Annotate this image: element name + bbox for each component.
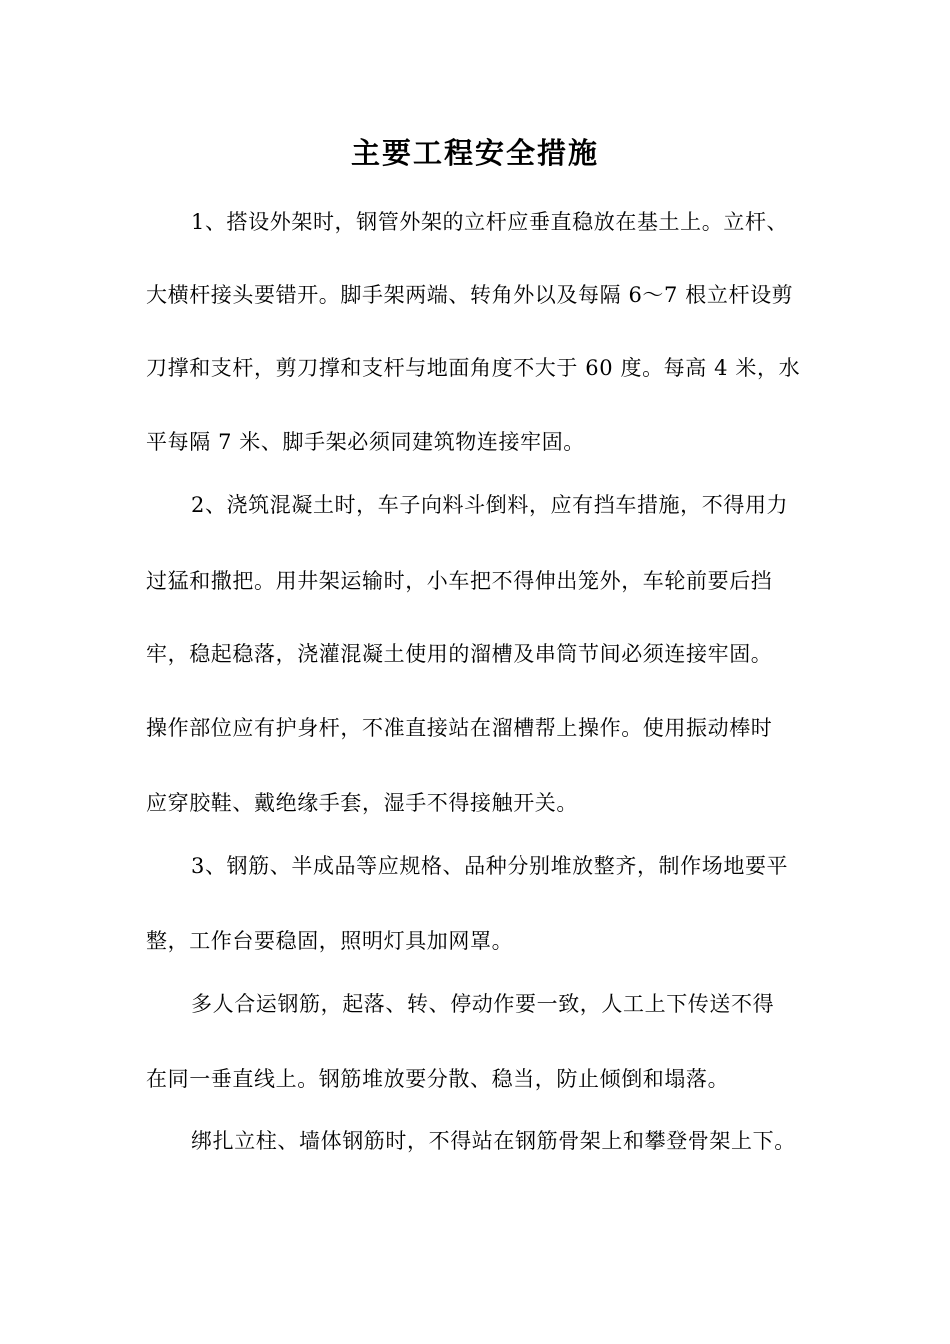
text-line: 平每隔 7 米、脚手架必须同建筑物连接牢固。: [146, 430, 585, 454]
text-line: 过猛和撒把。用井架运输时，小车把不得伸出笼外，车轮前要后挡: [146, 569, 773, 593]
document-title: 主要工程安全措施: [350, 136, 599, 170]
text-line: 绑扎立柱、墙体钢筋时，不得站在钢筋骨架上和攀登骨架上下。: [191, 1129, 796, 1153]
text-line: 3、钢筋、半成品等应规格、品种分别堆放整齐，制作场地要平: [191, 854, 789, 878]
text-line: 牢，稳起稳落，浇灌混凝土使用的溜槽及串筒节间必须连接牢固。: [146, 642, 773, 666]
text-line: 在同一垂直线上。钢筋堆放要分散、稳当，防止倾倒和塌落。: [146, 1067, 730, 1091]
text-line: 1、搭设外架时，钢管外架的立杆应垂直稳放在基土上。立杆、: [191, 210, 789, 234]
text-line: 刀撑和支杆，剪刀撑和支杆与地面角度不大于 60 度。每高 4 米，水: [146, 356, 801, 380]
text-line: 2、浇筑混凝土时，车子向料斗倒料，应有挡车措施，不得用力: [191, 493, 789, 517]
text-line: 整，工作台要稳固，照明灯具加网罩。: [146, 929, 514, 953]
text-line: 应穿胶鞋、戴绝缘手套，湿手不得接触开关。: [146, 791, 578, 815]
text-line: 大横杆接头要错开。脚手架两端、转角外以及每隔 6～7 根立杆设剪: [146, 283, 794, 307]
text-line: 多人合运钢筋，起落、转、停动作要一致，人工上下传送不得: [191, 992, 775, 1016]
text-line: 操作部位应有护身杆，不准直接站在溜槽帮上操作。使用振动棒时: [146, 716, 773, 740]
